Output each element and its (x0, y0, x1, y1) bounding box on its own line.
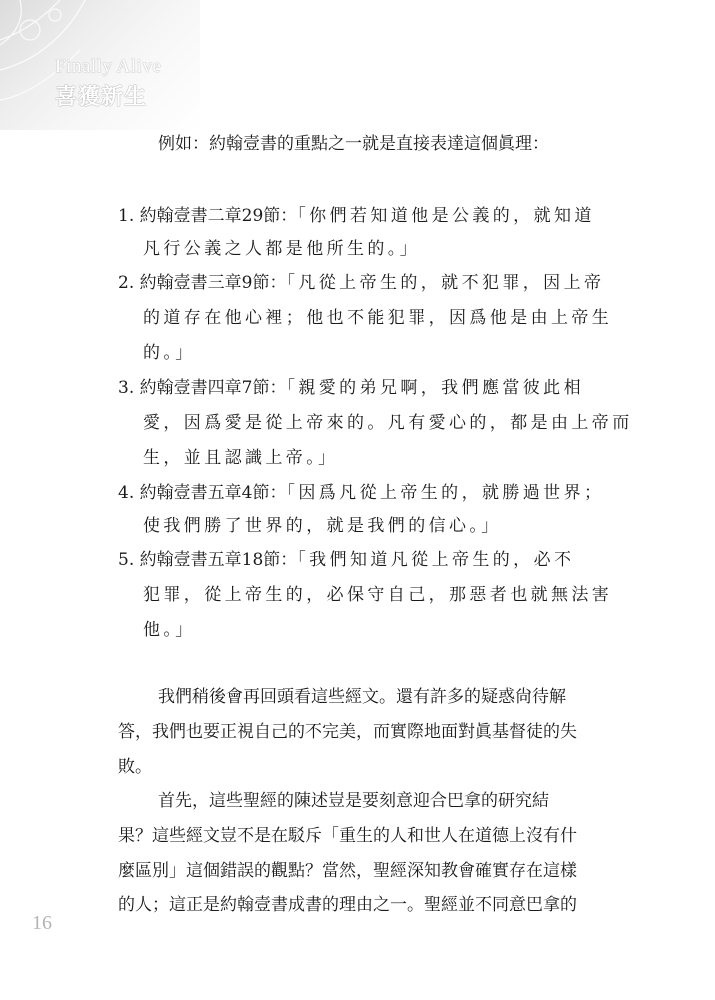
body-paragraph-line: 答，我們也要正視自己的不完美，而實際地面對眞基督徒的失 (118, 722, 577, 742)
verse-reference: 約翰壹書二章29節： (139, 206, 298, 226)
verse-number: 1. (118, 206, 135, 226)
verse-text: 「凡從上帝生的，就不犯罪，因上帝 (286, 273, 605, 293)
verse-text: 生，並且認識上帝。」 (143, 448, 339, 468)
running-header-english: Finally Alive (55, 56, 162, 77)
body-paragraph-line: 果？這些經文豈不是在駁斥「重生的人和世人在道德上沒有什 (118, 826, 577, 846)
verse-reference: 約翰壹書五章18節： (139, 550, 298, 570)
verse-number: 4. (118, 483, 135, 503)
verse-text: 「我們知道凡從上帝生的，必不 (297, 550, 575, 570)
body-paragraph-line: 的人；這正是約翰壹書成書的理由之一。聖經並不同意巴拿的 (118, 895, 577, 915)
verse-number: 2. (118, 273, 135, 293)
verse-text: 的道存在他心裡；他也不能犯罪，因爲他是由上帝生 (143, 308, 613, 328)
list-item (118, 272, 604, 294)
verse-text: 「你們若知道他是公義的，就知道 (297, 206, 595, 226)
verse-number: 3. (118, 378, 135, 398)
body-paragraph-line: 敗。 (118, 757, 152, 777)
list-item (118, 205, 595, 227)
list-item (118, 549, 574, 571)
page-number: 16 (32, 912, 52, 934)
verse-reference: 約翰壹書三章9節： (139, 273, 287, 293)
body-paragraph-line: 首先，這些聖經的陳述豈是要刻意迎合巴拿的研究結 (158, 791, 549, 811)
verse-text: 愛，因爲愛是從上帝來的。凡有愛心的，都是由上帝而 (143, 413, 633, 433)
verse-text: 凡行公義之人都是他所生的。」 (143, 239, 421, 259)
verse-number: 5. (118, 550, 135, 570)
verse-text: 使我們勝了世界的，就是我們的信心。」 (143, 516, 502, 536)
list-item (118, 377, 584, 399)
verse-text: 的。」 (143, 343, 196, 363)
body-paragraph-line: 我們稍後會再回頭看這些經文。還有許多的疑惑尙待解 (158, 687, 566, 707)
running-header-chinese: 喜獲新生 (55, 84, 148, 110)
body-paragraph-line: 麼區別」這個錯誤的觀點？當然，聖經深知教會確實存在這樣 (118, 861, 577, 881)
intro-sentence: 例如：約翰壹書的重點之一就是直接表達這個眞理： (158, 134, 549, 154)
verse-text: 「因爲凡從上帝生的，就勝過世界； (286, 483, 605, 503)
verse-reference: 約翰壹書五章4節： (139, 483, 287, 503)
list-item (118, 482, 604, 504)
verse-reference: 約翰壹書四章7節： (139, 378, 287, 398)
verse-text: 他。」 (143, 620, 196, 640)
verse-text: 犯罪，從上帝生的，必保守自己，那惡者也就無法害 (143, 585, 613, 605)
verse-text: 「親愛的弟兄啊，我們應當彼此相 (286, 378, 584, 398)
